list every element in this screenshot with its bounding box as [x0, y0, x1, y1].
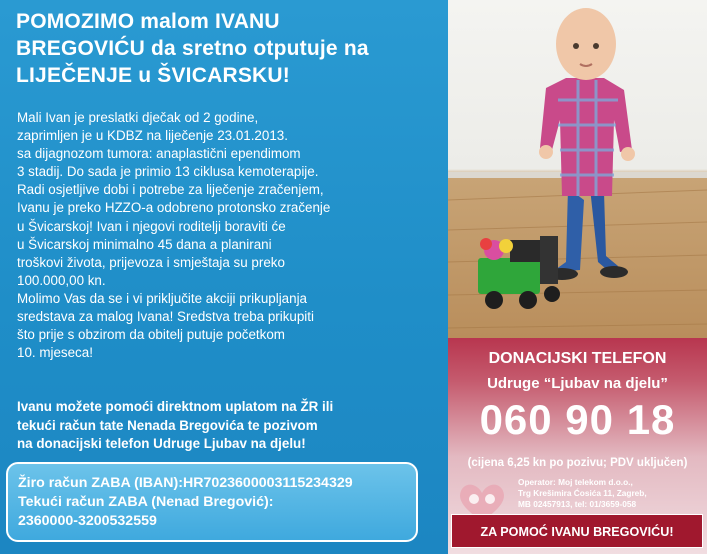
- help-ivan-banner[interactable]: ZA POMOĆ IVANU BREGOVIĆU!: [451, 514, 703, 548]
- personal-account-number: 2360000-3200532559: [18, 513, 157, 529]
- headline-line-1: POMOZIMO malom IVANU: [16, 10, 280, 33]
- story-line: 100.000,00 kn.: [17, 272, 106, 288]
- story-line: u Švicarskoj! Ivan i njegovi roditelji boraviti će: [17, 218, 286, 234]
- story-line: Mali Ivan je preslatki dječak od 2 godine,: [17, 110, 259, 125]
- story-line: u Švicarskoj minimalno 45 dana a planirani: [17, 236, 272, 252]
- phone-number[interactable]: 060 90 18: [479, 396, 676, 443]
- phone-price: (cijena 6,25 kn po pozivu; PDV uključen): [467, 457, 688, 469]
- donation-line: Ivanu možete pomoći direktnom uplatom na ŽR ili: [17, 399, 334, 414]
- donation-instructions: [17, 398, 447, 454]
- phone-subtitle: Udruge “Ljubav na djelu”: [487, 375, 668, 392]
- child-photo-illustration: [448, 0, 707, 338]
- operator-line: Operator: Moj telekom d.o.o.,: [518, 477, 633, 487]
- phone-title: DONACIJSKI TELEFON: [488, 350, 667, 367]
- headline-line-3: LIJEČENJE u ŠVICARSKU!: [16, 64, 290, 87]
- operator-line: Trg Krešimira Ćosića 11, Zagreb,: [518, 488, 647, 498]
- story-line: 3 stadij. Do sada je primio 13 ciklusa kemoterapije.: [17, 164, 319, 180]
- story-text: [17, 109, 442, 362]
- story-line: što prije s obzirom da obitelj putuje početkom: [17, 327, 285, 343]
- operator-info: [518, 477, 698, 510]
- donation-line: tekući račun tate Nenada Bregovića te pozivom: [17, 417, 318, 433]
- story-line: zaprimljen je u KDBZ na liječenje 23.01.2013.: [17, 128, 288, 144]
- story-line: troškovi života, prijevoza i smještaja su preko: [17, 254, 285, 270]
- iban-account: Žiro račun ZABA (IBAN):HR7023600003115234329: [18, 475, 353, 491]
- story-line: 10. mjeseca!: [17, 345, 93, 361]
- story-line: sa dijagnozom tumora: anaplastični ependimom: [17, 146, 301, 162]
- donation-line: na donacijski telefon Udruge Ljubav na djelu!: [17, 436, 306, 451]
- story-line: Molimo Vas da se i vi priključite akciji prikupljanja: [17, 290, 307, 306]
- child-photo: [448, 0, 707, 338]
- operator-line: MB 02457913, tel: 01/3659-058: [518, 499, 637, 509]
- bank-accounts-box: [6, 462, 418, 542]
- story-line: Radi osjetljive dobi i potrebe za liječenje zračenjem,: [17, 182, 324, 198]
- headline: [16, 8, 446, 89]
- headline-line-2: BREGOVIĆU da sretno otputuje na: [16, 37, 369, 60]
- story-line: sredstava za malog Ivana! Sredstva treba prikupiti: [17, 309, 314, 325]
- story-line: Ivanu je preko HZZO-a odobreno protonsko zračenje: [17, 200, 331, 216]
- personal-account-label: Tekući račun ZABA (Nenad Bregović):: [18, 494, 274, 510]
